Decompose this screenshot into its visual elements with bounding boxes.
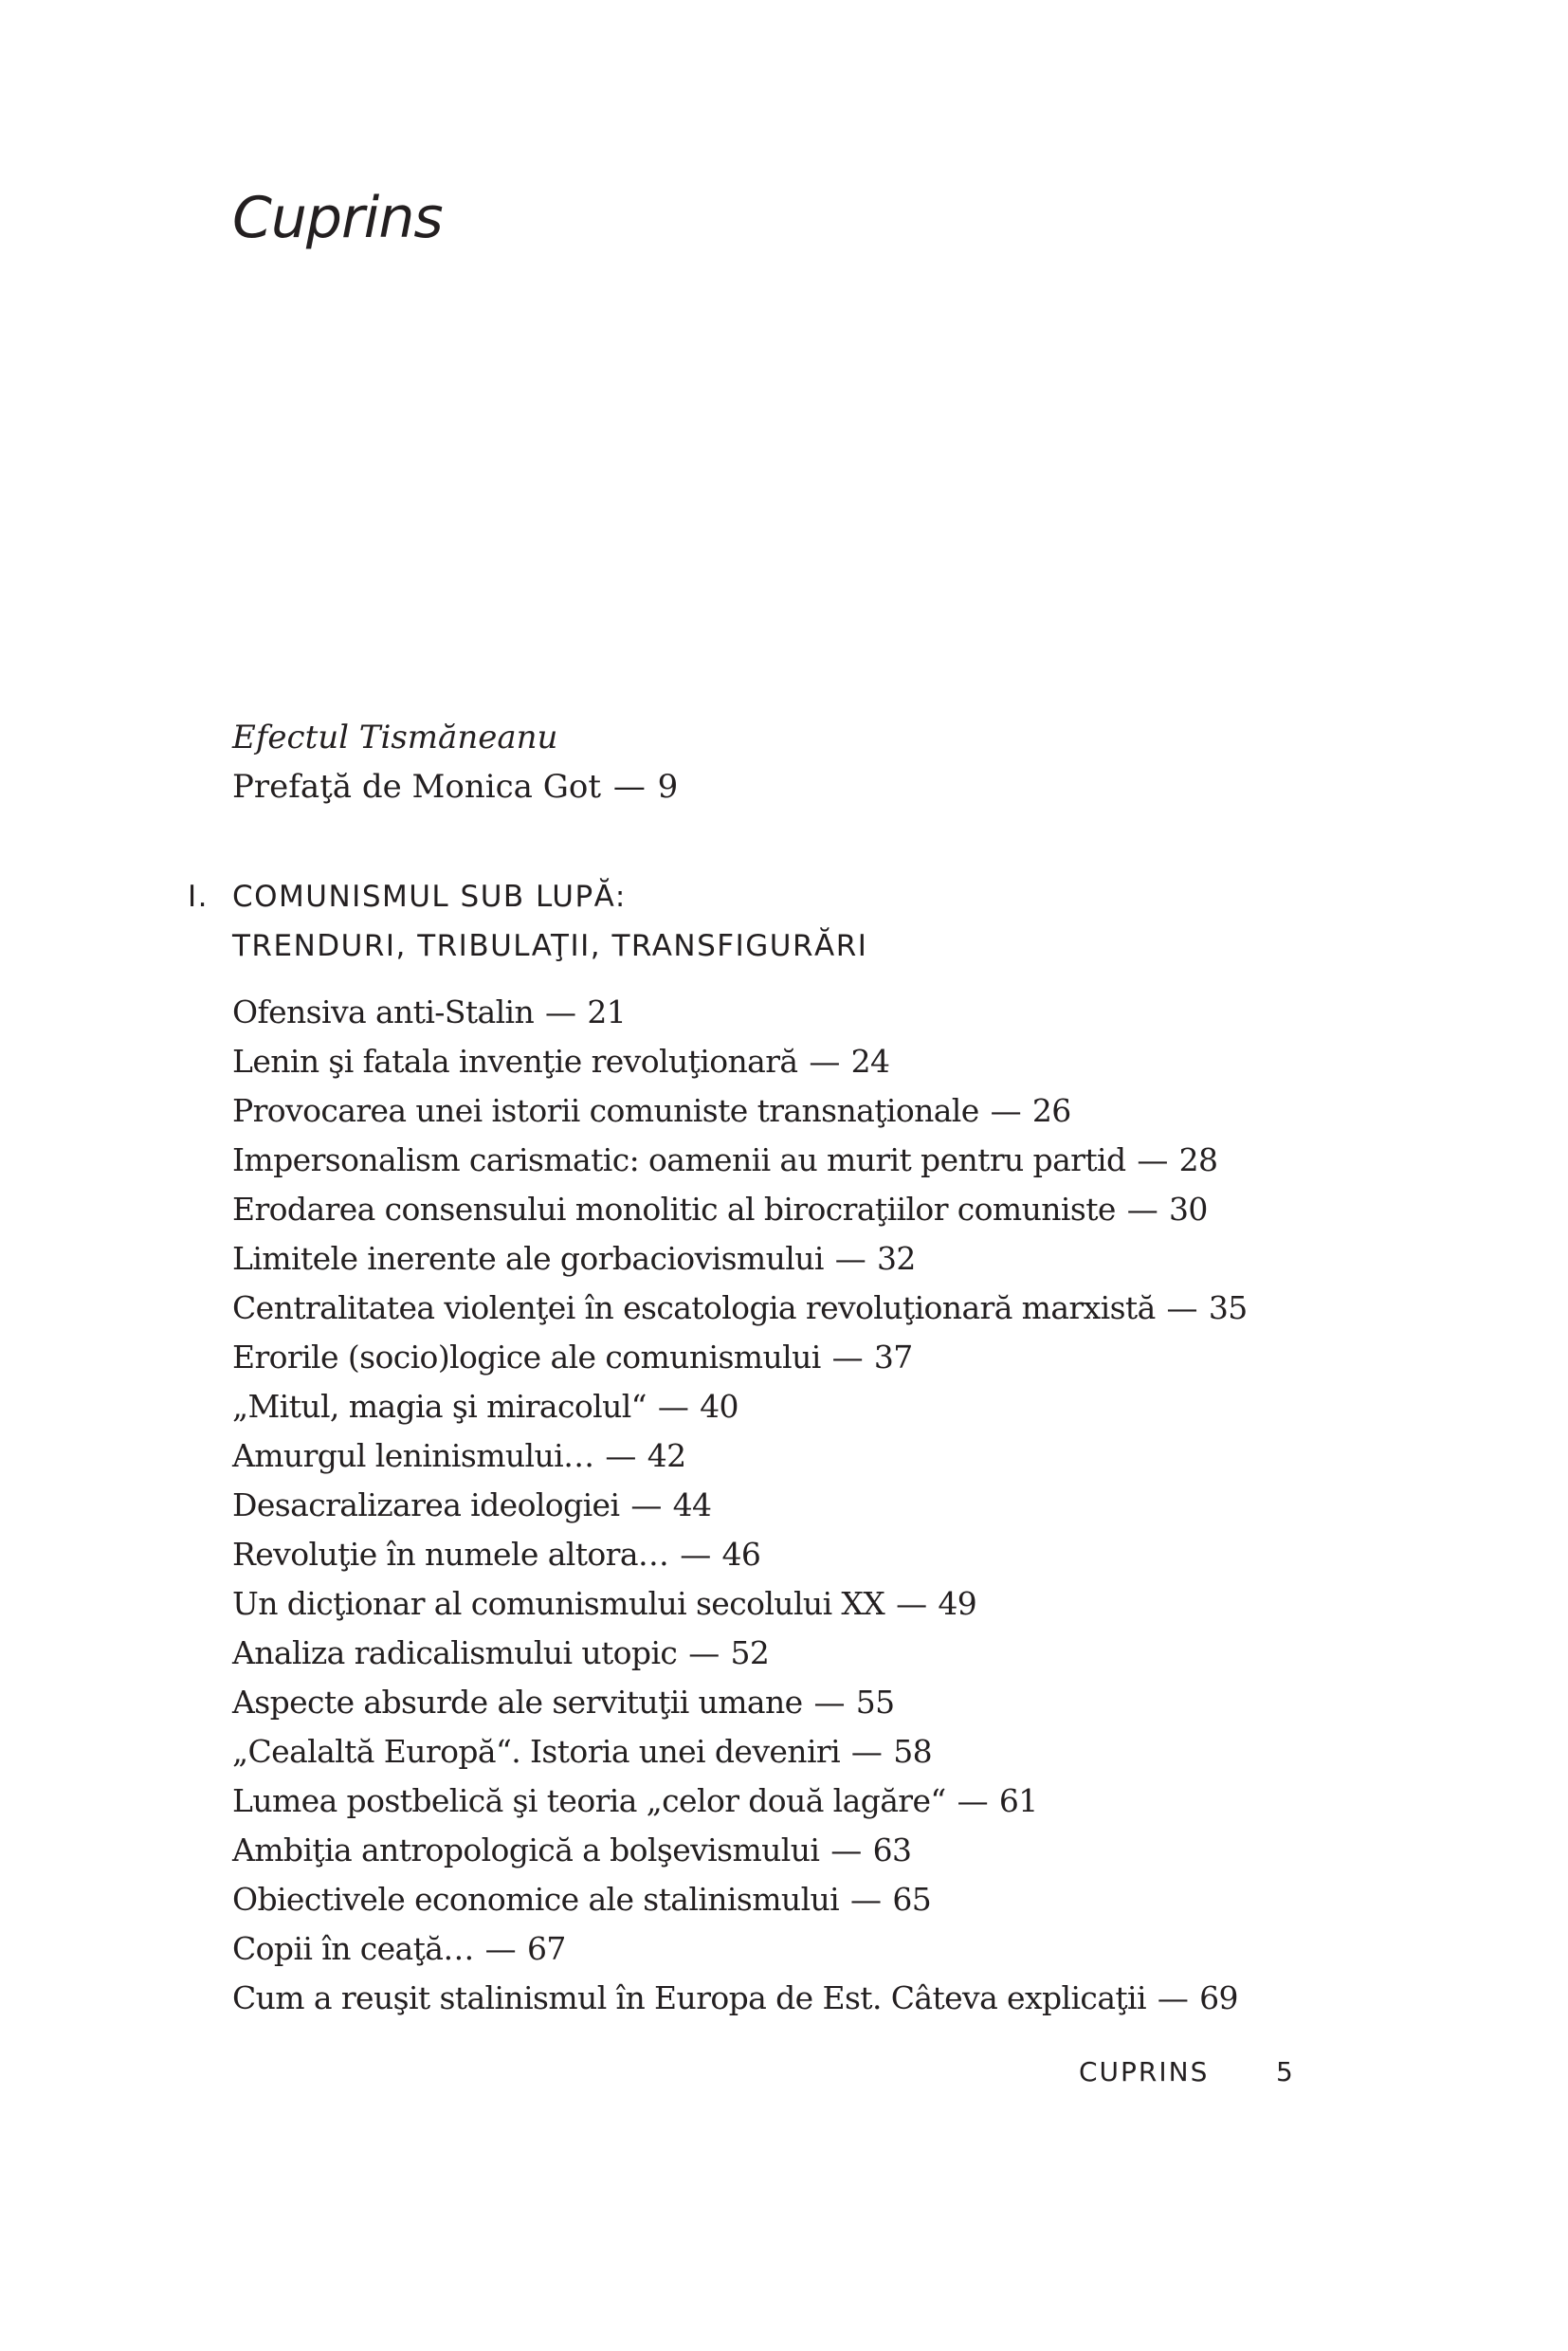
toc-entry-dash: — [1166,1289,1197,1326]
toc-entry-page: 49 [938,1585,977,1622]
page-number: 5 [1276,2056,1293,2087]
toc-entry-title: Centralitatea violenţei în escatologia revoluţionară marxistă [232,1289,1156,1326]
toc-entry-page: 61 [998,1782,1038,1819]
toc-entry-page: 44 [672,1486,712,1523]
section-number: I. [188,880,209,914]
running-footer-label: CUPRINS [1079,2056,1210,2087]
toc-entry [232,1678,1248,1727]
preface-dash: — [612,768,646,806]
toc-entry-dash: — [657,1388,689,1425]
toc-entry-dash: — [896,1585,927,1622]
toc-entry-title: Erodarea consensului monolitic al birocraţiilor comuniste [232,1191,1116,1228]
toc-entry-dash: — [630,1486,662,1523]
toc-entry [232,1924,1248,1974]
toc-entry-page: 40 [700,1388,738,1425]
toc-entry-page: 63 [872,1832,912,1868]
toc-entry-page: 46 [721,1536,761,1573]
toc-entry-page: 32 [877,1240,916,1277]
toc-entry [232,1086,1248,1136]
toc-entry-title: Amurgul leninismului… [232,1437,594,1474]
toc-entry [232,1431,1248,1481]
toc-entry-page: 55 [855,1684,895,1721]
toc-entry [232,1234,1248,1284]
toc-entry-title: Erorile (socio)logice ale comunismului [232,1339,821,1376]
preface-entry [232,713,678,811]
toc-entry-dash: — [688,1634,720,1671]
toc-entry [232,1727,1248,1777]
toc-entry-page: 35 [1208,1289,1248,1326]
toc-entry-title: Lenin şi fatala invenţie revoluţionară [232,1043,798,1080]
toc-entry-dash: — [1157,1979,1189,2016]
toc-entry-dash: — [850,1881,882,1918]
section-title-line1: COMUNISMUL SUB LUPĂ: [232,880,627,914]
toc-entry-title: „Cealaltă Europă“. Istoria unei deveniri [232,1733,841,1770]
toc-entry-page: 30 [1168,1191,1208,1228]
toc-entry-dash: — [605,1437,636,1474]
toc-entry-title: Revoluţie în numele altora… [232,1536,669,1573]
toc-entry-dash: — [1126,1191,1158,1228]
toc-entry-page: 69 [1199,1979,1238,2016]
toc-list [232,988,1248,2023]
toc-entry-page: 67 [526,1930,566,1967]
section-title-line2: TRENDURI, TRIBULAŢII, TRANSFIGURĂRI [232,929,868,963]
toc-entry [232,1530,1248,1579]
toc-entry-title: Desacralizarea ideologiei [232,1486,620,1523]
toc-entry [232,1333,1248,1382]
toc-entry-title: Un dicţionar al comunismului secolului XX [232,1585,885,1622]
toc-entry-title: Copii în ceaţă… [232,1930,474,1967]
toc-entry-title: Ambiţia antropologică a bolşevismului [232,1832,820,1868]
toc-entry-dash: — [990,1092,1021,1129]
toc-entry-dash: — [1137,1141,1168,1178]
toc-entry-page: 37 [873,1339,913,1376]
toc-entry-dash: — [830,1832,862,1868]
toc-entry-title: Impersonalism carismatic: oamenii au murit pentru partid [232,1141,1126,1178]
toc-entry [232,1037,1248,1086]
toc-entry-page: 21 [587,993,627,1030]
toc-entry-page: 28 [1178,1141,1218,1178]
toc-entry-dash: — [809,1043,840,1080]
toc-entry-dash: — [850,1733,883,1770]
toc-entry-page: 58 [893,1733,933,1770]
toc-entry-page: 65 [892,1881,932,1918]
toc-entry [232,988,1248,1037]
toc-entry-title: Cum a reuşit stalinismul în Europa de Est. Câteva explicaţii [232,1979,1146,2016]
preface-italic-title: Efectul Tismăneanu [232,719,558,756]
toc-entry [232,1284,1248,1333]
toc-entry-title: Provocarea unei istorii comuniste transnaţionale [232,1092,979,1129]
toc-entry-title: „Mitul, magia şi miracolul“ [232,1388,647,1425]
toc-entry-title: Limitele inerente ale gorbaciovismului [232,1240,824,1277]
toc-entry-title: Ofensiva anti-Stalin [232,993,535,1030]
toc-entry-page: 52 [730,1634,770,1671]
toc-entry [232,1826,1248,1875]
toc-entry-dash: — [831,1339,863,1376]
toc-entry [232,1579,1248,1629]
toc-entry [232,1777,1248,1826]
toc-entry-dash: — [680,1536,711,1573]
toc-entry [232,1136,1248,1185]
toc-entry [232,1382,1248,1431]
toc-entry-dash: — [545,993,576,1030]
toc-entry [232,1481,1248,1530]
toc-entry-dash: — [813,1684,845,1721]
page-title: Cuprins [232,185,443,251]
toc-entry-dash: — [484,1930,517,1967]
section-heading [188,872,867,971]
toc-entry-title: Analiza radicalismului utopic [232,1634,678,1671]
toc-entry-dash: — [834,1240,866,1277]
toc-entry-title: Aspecte absurde ale servituţii umane [232,1684,803,1721]
toc-entry-page: 24 [850,1043,890,1080]
toc-entry [232,1974,1248,2023]
toc-entry-page: 26 [1031,1092,1071,1129]
toc-entry [232,1185,1248,1234]
toc-entry-title: Lumea postbelică şi teoria „celor două lagăre“ [232,1782,946,1819]
toc-entry-page: 42 [647,1437,686,1474]
preface-line [232,762,678,811]
preface-label: Prefaţă de Monica Got [232,768,602,806]
preface-page: 9 [657,768,679,806]
toc-entry-dash: — [957,1782,988,1819]
toc-entry-title: Obiectivele economice ale stalinismului [232,1881,840,1918]
toc-entry [232,1875,1248,1924]
toc-entry [232,1629,1248,1678]
